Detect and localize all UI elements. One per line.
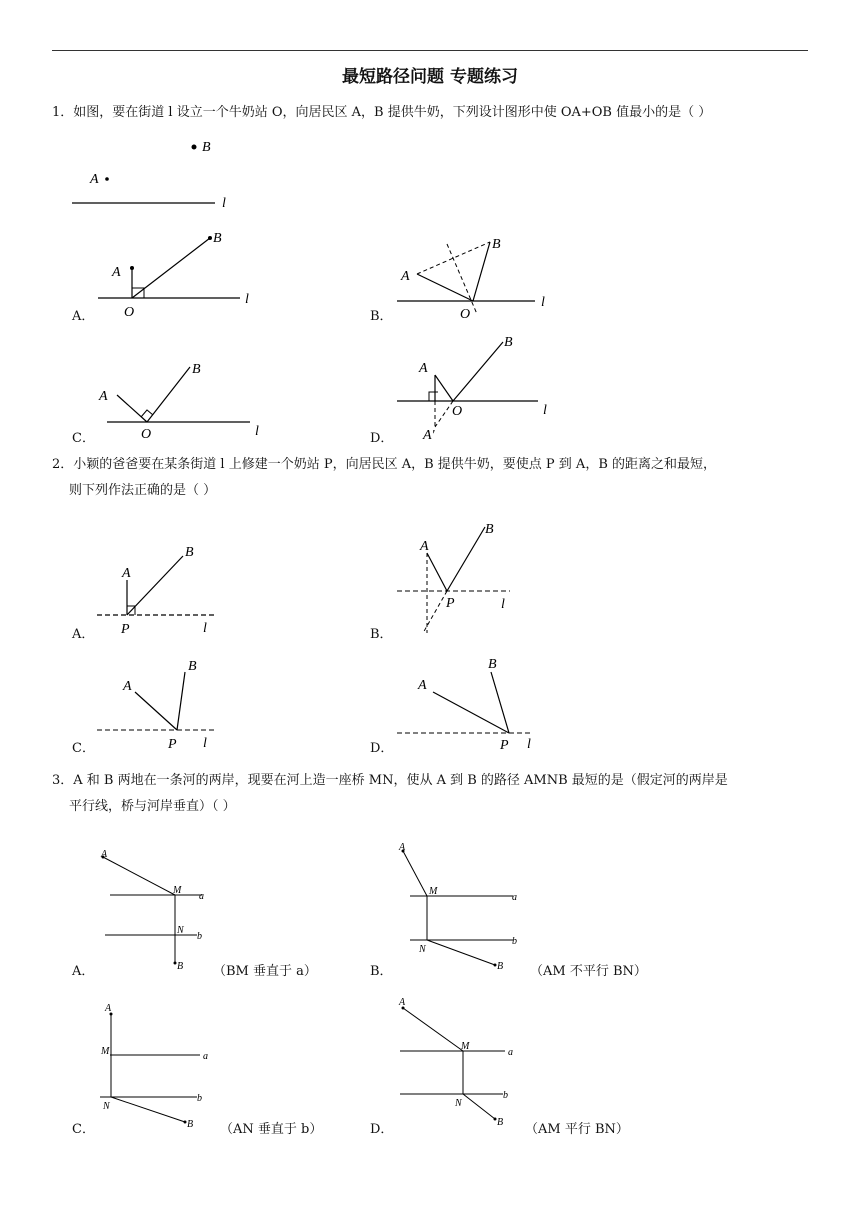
question-number: 1．	[52, 105, 74, 120]
label-B: B	[177, 961, 184, 972]
label-l: l	[543, 403, 547, 418]
q2-option-d[interactable]: D．	[370, 741, 394, 756]
question-3	[52, 768, 812, 820]
label-P: P	[121, 622, 130, 637]
label-a: a	[508, 1047, 513, 1058]
label-A: A	[418, 678, 427, 693]
label-A: A	[90, 172, 99, 187]
label-B: B	[497, 1117, 504, 1128]
label-B: B	[492, 237, 501, 252]
q2-option-c[interactable]: C．	[72, 741, 95, 756]
label-O: O	[452, 404, 463, 419]
page-title: 最短路径问题 专题练习	[342, 67, 518, 87]
q2-figure-a	[95, 540, 265, 640]
q2-figure-c	[95, 652, 265, 752]
label-l: l	[203, 621, 207, 636]
label-A: A	[112, 265, 121, 280]
label-l: l	[203, 736, 207, 751]
label-N: N	[419, 944, 426, 955]
question-1	[52, 100, 812, 126]
label-A: A	[123, 679, 132, 694]
label-B: B	[185, 545, 194, 560]
question-text-1: 小颖的爸爸要在某条街道 l 上修建一个奶站 P，向居民区 A，B 提供牛奶，要使点 P 到 A，B 的距离之和最短，	[73, 457, 717, 472]
label-b: b	[197, 1093, 202, 1104]
label-O: O	[124, 305, 135, 320]
label-B: B	[504, 335, 513, 350]
question-text-1: A 和 B 两地在一条河的两岸，现要在河上造一座桥 MN，使从 A 到 B 的路径 AMNB 最短的是（假定河的两岸是	[73, 773, 728, 788]
label-B: B	[497, 961, 504, 972]
label-B: B	[213, 231, 222, 246]
label-A: A	[101, 849, 108, 860]
q3-figure-b	[395, 838, 535, 978]
q2-option-b[interactable]: B．	[370, 627, 393, 642]
label-A-prime: A'	[423, 428, 435, 443]
label-P: P	[446, 596, 455, 611]
q3-option-d[interactable]: D．	[370, 1122, 394, 1137]
top-rule	[52, 50, 808, 51]
q1-figure-d	[395, 330, 565, 445]
label-B: B	[187, 1119, 194, 1130]
label-a: a	[203, 1051, 208, 1062]
label-O: O	[141, 427, 152, 442]
label-P: P	[168, 737, 177, 752]
q2-figure-d	[395, 652, 565, 752]
question-text-2: 则下列作法正确的是（ ）	[69, 483, 217, 498]
label-a: a	[512, 892, 517, 903]
label-O: O	[460, 307, 471, 322]
q3-option-b[interactable]: B．	[370, 964, 393, 979]
label-B: B	[202, 140, 211, 155]
q3-note-c: （AN 垂直于 b）	[220, 1122, 323, 1137]
label-b: b	[503, 1090, 508, 1101]
q3-note-d: （AM 平行 BN）	[525, 1122, 629, 1137]
label-l: l	[541, 295, 545, 310]
question-number: 2．	[52, 457, 74, 472]
label-B: B	[485, 522, 494, 537]
q1-option-d[interactable]: D．	[370, 431, 394, 446]
label-l: l	[501, 597, 505, 612]
label-M: M	[173, 885, 182, 896]
label-A: A	[399, 842, 406, 853]
q1-figure-c	[95, 355, 275, 445]
q3-figure-a	[95, 845, 225, 975]
label-M: M	[101, 1046, 110, 1057]
label-B: B	[188, 659, 197, 674]
q3-option-a[interactable]: A．	[72, 964, 95, 979]
label-b: b	[512, 936, 517, 947]
label-l: l	[527, 737, 531, 752]
label-M: M	[429, 886, 438, 897]
q1-option-a[interactable]: A．	[72, 309, 95, 324]
label-A: A	[419, 361, 428, 376]
label-A: A	[420, 539, 429, 554]
q1-option-b[interactable]: B．	[370, 309, 393, 324]
label-A: A	[105, 1003, 112, 1014]
question-text: 如图，要在街道 l 设立一个牛奶站 O，向居民区 A，B 提供牛奶，下列设计图形中使 OA+OB 值最小的是（ ）	[73, 105, 712, 120]
q2-option-a[interactable]: A．	[72, 627, 95, 642]
label-l: l	[222, 196, 226, 211]
q3-option-c[interactable]: C．	[72, 1122, 95, 1137]
label-M: M	[461, 1041, 470, 1052]
label-A: A	[122, 566, 131, 581]
label-N: N	[455, 1098, 462, 1109]
q1-stem-figure	[60, 135, 260, 215]
label-b: b	[197, 931, 202, 942]
label-N: N	[103, 1101, 110, 1112]
question-2	[52, 452, 812, 504]
q3-note-b: （AM 不平行 BN）	[530, 964, 647, 979]
q1-figure-a	[95, 228, 265, 323]
label-A: A	[99, 389, 108, 404]
q3-note-a: （BM 垂直于 a）	[213, 964, 317, 979]
question-text-2: 平行线，桥与河岸垂直）（ ）	[69, 799, 236, 814]
q3-figure-c	[95, 1000, 225, 1135]
label-l: l	[245, 292, 249, 307]
q2-figure-b	[395, 515, 565, 635]
q3-figure-d	[395, 995, 535, 1130]
label-l: l	[255, 424, 259, 439]
label-B: B	[192, 362, 201, 377]
label-A: A	[399, 997, 406, 1008]
q1-option-c[interactable]: C．	[72, 431, 95, 446]
label-a: a	[199, 891, 204, 902]
q1-figure-b	[395, 230, 565, 325]
label-P: P	[500, 738, 509, 753]
question-number: 3．	[52, 773, 74, 788]
label-A: A	[401, 269, 410, 284]
label-B: B	[488, 657, 497, 672]
label-N: N	[177, 925, 184, 936]
